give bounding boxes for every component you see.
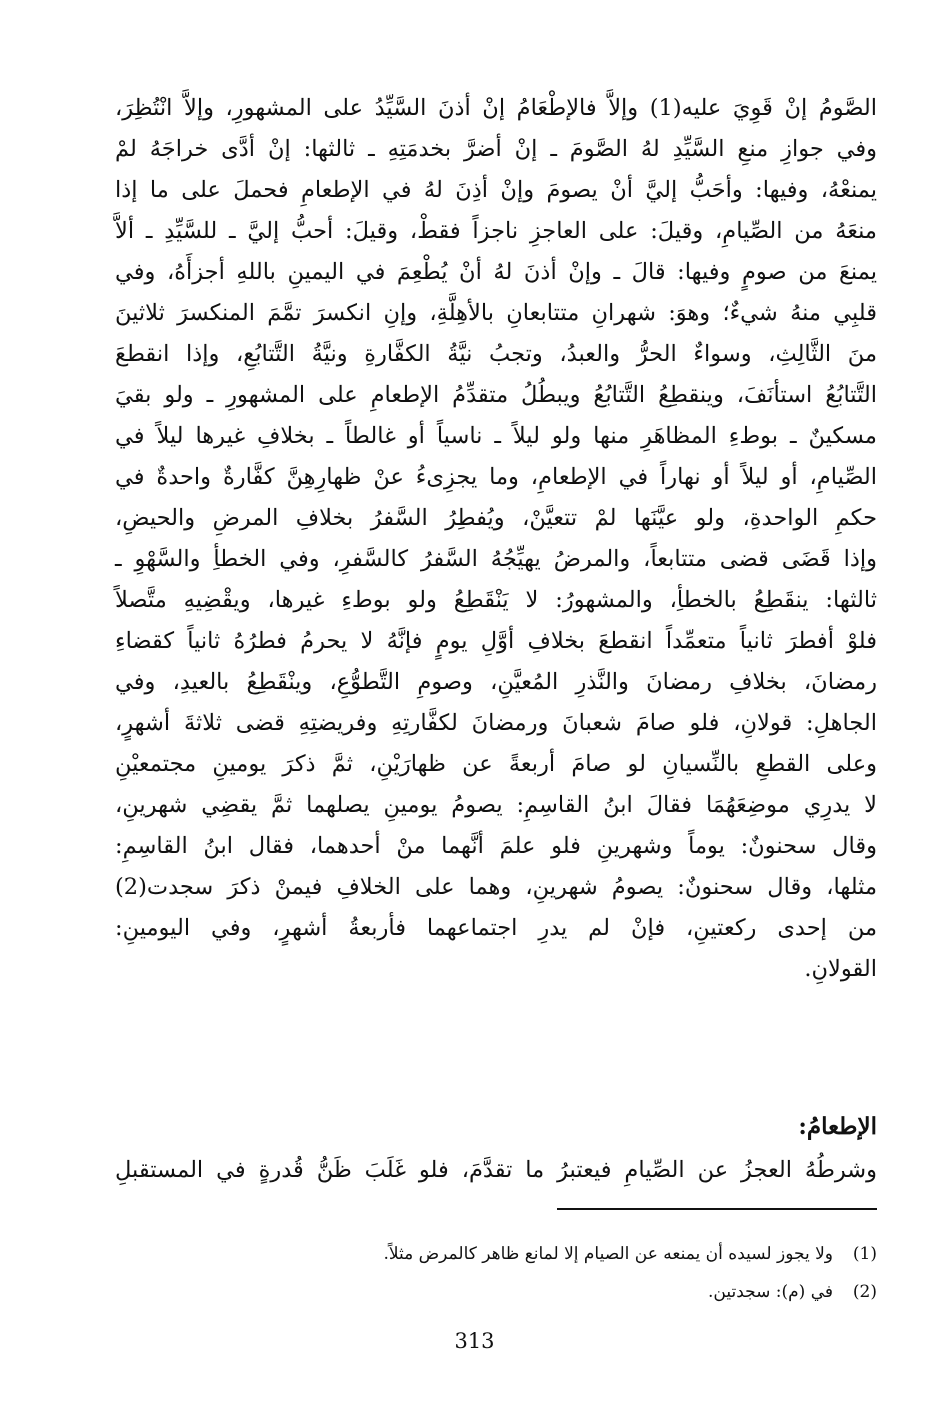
text-line: وقال سحنونٌ: يوماً وشهرينِ فلو علمَ أنَّهما منْ أحدهما، فقال ابنُ القاسِمِ: xyxy=(115,833,877,859)
footnote-2 xyxy=(117,1276,877,1308)
text-line: منعَهُ من الصِّيامِ، وقيلَ: على العاجزِ ناجزاً فقطْ، وقيلَ: أحبُّ إليَّ ـ للسَّيِّدِ ـ ألاَّ xyxy=(115,218,877,244)
text-line: القولانِ. xyxy=(804,956,877,982)
text-line: مسكينٌ ـ بوطءِ المظاهَرِ منها ولو ليلاً ـ ناسياً أو غالطاً ـ بخلافِ غيرها ليلاً في xyxy=(115,423,877,449)
line-text: الصَّومُ إنْ قَوِيَ عليه(1) وإلاَّ فالإطْعَامُ إنْ أذنَ السَّيِّدُ على المشهورِ، وإلاَّ انْتُظِرَ، xyxy=(115,95,877,121)
text-line: رمضانَ، بخلافِ رمضانَ والنَّذرِ المُعيَّنِ، وصومِ التَّطوُّعِ، وينْقَطِعُ بالعيدِ، وفي xyxy=(115,669,877,695)
footnote-separator xyxy=(557,1208,877,1210)
footnote-number: (2) xyxy=(852,1282,877,1302)
text-line: منَ الثَّالِثِ، وسواءٌ الحرُّ والعبدُ، وتجبُ نيَّةُ الكفَّارةِ ونيَّةُ التَّتابُعِ، وإذا انقطعَ xyxy=(115,341,877,367)
text-line: فلوْ أفطرَ ثانياً متعمِّداً انقطعَ بخلافِ أوَّلِ يومٍ فإنَّهُ لا يحرمُ فطرُهُ ثانياً كقضاءِ xyxy=(115,628,877,654)
page-number: 313 xyxy=(454,1329,495,1353)
footnote-number: (1) xyxy=(852,1244,877,1264)
text-line: من إحدى ركعتينِ، فإنْ لم يدرِ اجتماعهما فأربعةُ أشهرٍ، وفي اليومينِ: xyxy=(115,915,877,941)
text-line: ثالثها: ينقَطِعُ بالخطأِ، والمشهورُ: لا يَنْقَطِعُ ولو بوطءِ غيرها، ويقْضِيهِ متَّصلاً xyxy=(115,587,877,613)
text-line: يمنعْهُ، وفيها: وأحَبُّ إليَّ أنْ يصومَ وإنْ أذِنَ لهُ في الإطعامِ فحملَ على ما إذا xyxy=(115,177,877,203)
text-line: حكمِ الواحدةِ، ولو عيَّنَها لمْ تتعيَّنْ، ويُفطِرُ السَّفرُ بخلافِ المرضِ والحيضِ، xyxy=(115,505,877,531)
main-text xyxy=(115,88,877,990)
text-line: الصِّيامِ، أو ليلاً أو نهاراً في الإطعامِ، وما يجزِىءُ عنْ ظهارِهِنَّ كفَّارةٌ واحدةٌ في xyxy=(115,464,877,490)
text-line: يمنعَ من صومٍ وفيها: قالَ ـ وإنْ أذنَ لهُ أنْ يُطْعِمَ في اليمينِ باللهِ أجزأَهُ، وفي xyxy=(115,259,877,285)
text-line: الجاهلِ: قولانِ، فلو صامَ شعبانَ ورمضانَ لكفَّارتِهِ وفريضتِهِ قضى ثلاثةَ أشهرٍ، xyxy=(115,710,877,736)
footnote-1 xyxy=(117,1238,877,1270)
text-line: مثلها، وقال سحنونٌ: يصومُ شهرينِ، وهما على الخلافِ فيمنْ ذكرَ سجدت(2) xyxy=(115,874,877,900)
text-line: لا يدرِي موضِعَهُمَا فقالَ ابنُ القاسِمِ: يصومُ يومينِ يصلهما ثمَّ يقضِي شهرينِ، xyxy=(115,792,877,818)
text-line: وفي جوازِ منعِ السَّيِّدِ لهُ الصَّومَ ـ إنْ أضرَّ بخدمَتِهِ ـ ثالثها: إنْ أدَّى خراجَهُ لمْ xyxy=(115,136,877,162)
text-line xyxy=(115,88,877,129)
section-first-line: وشرطُهُ العجزُ عن الصِّيامِ فيعتبرُ ما تقدَّمَ، فلو غَلَبَ ظَنُّ قُدرةٍ في المستقبلِ xyxy=(115,1157,877,1183)
text-line: وعلى القطعِ بالنِّسيانِ لو صامَ أربعةً عن ظهارَيْنِ، ثمَّ ذكرَ يومينِ مجتمعيْنِ xyxy=(115,751,877,777)
text-line: وإذا قَضَى قضى متتابعاً، والمرضُ يهيِّجُهُ السَّفرُ كالسَّفرِ، وفي الخطأِ والسَّهْوِ ـ xyxy=(115,546,877,572)
footnote-text: في (م): سجدتين. xyxy=(708,1282,833,1302)
text-line: قلبِي منهُ شيءٌ؛ وهوَ: شهرانِ متتابعانِ بالأهِلَّةِ، وإنِ انكسرَ تمَّمَ المنكسرَ ثلاثينَ xyxy=(115,300,877,326)
footnote-text: ولا يجوز لسيده أن يمنعه عن الصيام إلا لمانع ظاهر كالمرض مثلاً. xyxy=(383,1244,833,1264)
section-heading: الإطعامُ: xyxy=(798,1113,877,1140)
text-line: التَّتابُعُ استأنَفَ، وينقطِعُ التَّتابُعُ ويبطُلُ متقدِّمُ الإطعامِ على المشهورِ ـ ولو بقيَ xyxy=(115,382,877,408)
